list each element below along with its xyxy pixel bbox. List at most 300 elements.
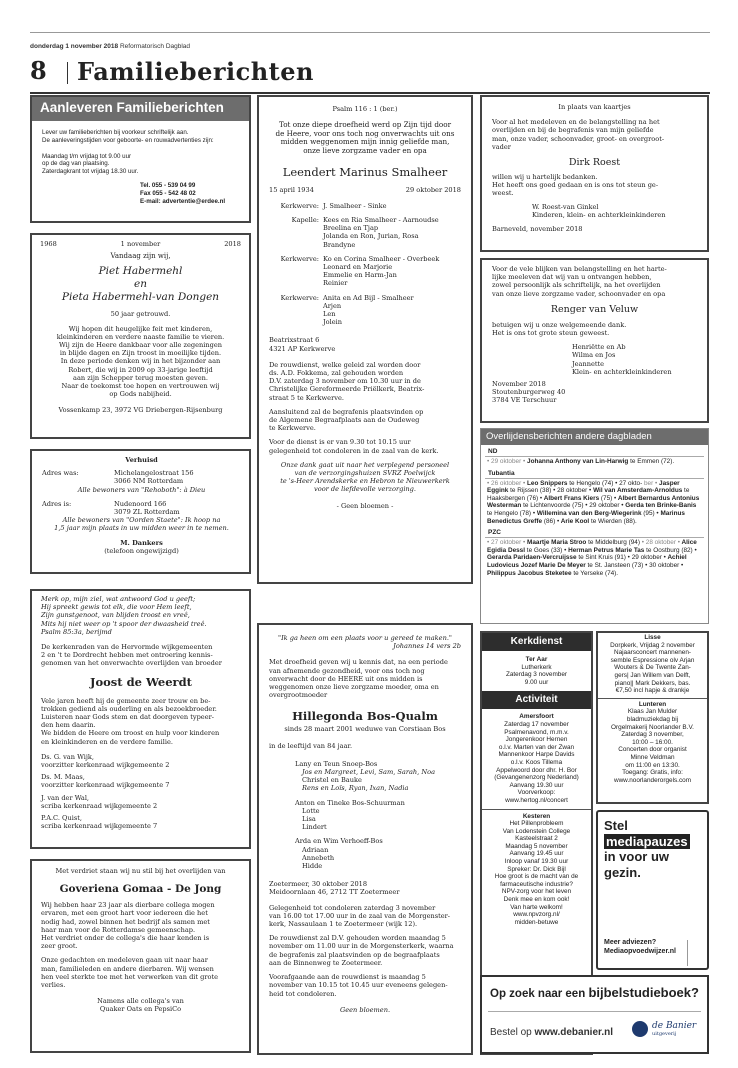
bosqualm-intro: Met droefheid geven wij u kennis dat, na een periode bbox=[269, 658, 448, 667]
activity-line: Concerten door organist bbox=[618, 746, 687, 754]
phone-icon bbox=[687, 940, 705, 966]
od-place: te Oostburg (82) • bbox=[644, 546, 697, 554]
media-line: Stel bbox=[604, 818, 628, 833]
activity-line: farmaceutische industrie? bbox=[500, 880, 573, 888]
smalheer-thanks: voor de liefdevolle verzorging. bbox=[314, 485, 416, 494]
bosqualm-address: Meidoornlaan 46, 2712 TT Zoetermeer bbox=[269, 888, 400, 897]
smalheer-intro: onze lieve zorgzame vader en opa bbox=[303, 145, 427, 155]
smalheer-visit: Voor de dienst is er van 9.30 tot 10.15 uur bbox=[269, 438, 411, 447]
gomaa-sign: Namens alle collega's van bbox=[97, 997, 184, 1006]
habermehl-name2: Pieta Habermehl-van Dongen bbox=[61, 291, 220, 304]
signer-name: Ds. M. Maas, bbox=[41, 773, 85, 782]
activity-line: o.l.v. Koos Tillema bbox=[510, 758, 563, 766]
aanleveren-line: De aanleveringstijden voor geboorte- en rouwadvertenties zijn: bbox=[42, 136, 214, 144]
veluw-body: van onze lieve zorgzame vader, schoonvader en opa bbox=[492, 289, 666, 298]
family-member: Lotte bbox=[302, 806, 320, 815]
veluw-name: Renger van Veluw bbox=[550, 303, 639, 315]
activity-line: Wouters & De Twente Zan- bbox=[614, 664, 691, 672]
smalheer-address: 4321 AP Kerkwerve bbox=[269, 344, 336, 353]
banier-headline-em: bijbelstudieboek? bbox=[588, 985, 699, 1000]
bosqualm-intro: van afnemende gezondheid, voor ons toch nog bbox=[269, 666, 425, 675]
media-advice: Meer adviezen? bbox=[604, 939, 657, 946]
deweerdt-body: en kleinkinderen en de verdere familie. bbox=[41, 737, 173, 746]
media-line: in voor uw bbox=[604, 849, 669, 864]
family-place: Kerkwerve: bbox=[280, 254, 319, 263]
od-date: ber • bbox=[644, 479, 658, 487]
roest-body: weest. bbox=[492, 189, 514, 198]
banier-ad[interactable] bbox=[480, 975, 709, 1054]
smalheer-born: 15 april 1934 bbox=[269, 185, 314, 194]
od-place: te St. Jansteen (73) • 30 oktober • bbox=[585, 561, 684, 569]
family-member: Emmelie en Harm-Jan bbox=[323, 271, 397, 280]
roest-sign: Kinderen, klein- en achterkleinkinderen bbox=[532, 210, 666, 219]
activity-line: €7,50 incl hapje & drankje bbox=[615, 687, 690, 695]
veluw-signer: Henriëtte en Ab bbox=[572, 343, 626, 352]
activity-link[interactable]: midden-betuwe bbox=[514, 918, 559, 926]
smalheer-name: Leendert Marinus Smalheer bbox=[282, 164, 448, 179]
deweerdt-body: We bidden de Heere om troost en hulp voor kinderen bbox=[41, 729, 220, 738]
activity-line: (Gevangenenzorg Nederland) bbox=[494, 774, 579, 782]
bosqualm-gather: heid tot condoleren. bbox=[269, 989, 337, 998]
activity-line: Minne Veldman bbox=[630, 753, 675, 761]
activity-line: Hoe groot is de macht van de bbox=[494, 873, 579, 881]
activity-link[interactable]: www.hertog.nl/concert bbox=[505, 796, 568, 804]
smalheer-visit: gelegenheid tot condoleren in de zaal van de kerk. bbox=[269, 446, 439, 455]
deweerdt-intro: 2 en 't te Dordrecht hebben met ontroering kennis- bbox=[41, 651, 213, 660]
signer-name: Ds. G. van Wijk, bbox=[41, 752, 94, 761]
od-place: te Goes (33) • bbox=[525, 546, 567, 554]
media-url[interactable]: Mediaopvoedwijzer.nl bbox=[604, 948, 676, 955]
habermehl-body: Robert, die wij in 2009 op 33-jarige leeftijd bbox=[68, 365, 213, 374]
od-group-nd: ND bbox=[485, 447, 704, 457]
bosqualm-service: aan de Binnenweg te Zoetermeer. bbox=[269, 958, 383, 967]
od-place: te Hengelo (74) • 27 okto- bbox=[567, 479, 643, 487]
was-note: Alle bewoners van "Rehoboth": à Dieu bbox=[77, 485, 206, 494]
signer-role: scriba kerkenraad wijkgemeente 2 bbox=[41, 801, 158, 810]
smalheer-intro: midden weggenomen mijn innig geliefde man, bbox=[280, 137, 450, 147]
smalheer-psalm: Psalm 116 : 1 (ber.) bbox=[332, 105, 398, 113]
od-place: te Lichtenvoorde (75) • 29 oktober • bbox=[523, 502, 624, 510]
activity-line: Zaterdag 3 november, bbox=[621, 731, 684, 739]
activity-place: Lunteren bbox=[638, 700, 667, 708]
family-member: Len bbox=[323, 310, 336, 319]
signer-name: J. van der Wal, bbox=[41, 793, 90, 802]
od-date: • 28 oktober • bbox=[641, 539, 680, 547]
habermehl-body: Wij zijn de Heere dankbaar voor alle zegeningen bbox=[58, 341, 223, 350]
veluw-footer: November 2018 bbox=[492, 380, 546, 389]
overlijdens-box bbox=[480, 428, 709, 624]
od-place: te Wierden (88). bbox=[589, 517, 637, 525]
kerkdienst-line: Lutherkerk bbox=[521, 663, 552, 671]
top-rule bbox=[30, 32, 710, 33]
activity-line: Inloop vanaf 19.30 uur bbox=[504, 858, 569, 866]
roest-name: Dirk Roest bbox=[568, 157, 621, 169]
bosqualm-name: Hillegonda Bos-Qualm bbox=[292, 709, 438, 724]
activity-line: Toegang: Gratis, info: bbox=[622, 769, 683, 777]
od-name: Herman Petrus bbox=[566, 546, 614, 554]
verhuisd-title: Verhuisd bbox=[125, 456, 158, 464]
family-member: Lisa bbox=[302, 815, 316, 824]
bosqualm-intro: overgrootmoeder bbox=[269, 691, 328, 700]
smalheer-funeral: De rouwdienst, welke geleid zal worden door bbox=[269, 360, 421, 369]
activity-line: semble Espressione olv Arjan bbox=[610, 656, 695, 664]
od-place: (86) • bbox=[543, 517, 560, 525]
gomaa-body: zeer groot. bbox=[41, 942, 78, 951]
activity-place: Kesteren bbox=[522, 812, 551, 820]
od-name: Gerarda Paridaen-Vercruijsse bbox=[487, 554, 577, 562]
roest-title: In plaats van kaartjes bbox=[558, 103, 631, 111]
od-name: Wil bbox=[591, 487, 603, 495]
signer-role: scriba kerkenraad wijkgemeente 7 bbox=[41, 822, 158, 831]
deweerdt-name: Joost de Weerdt bbox=[90, 674, 192, 689]
kerkdienst-line: Zaterdag 3 november bbox=[505, 671, 568, 679]
family-member: Jolein bbox=[323, 318, 342, 327]
deweerdt-ad bbox=[30, 589, 251, 849]
family-member: Christel en Bauke bbox=[302, 776, 362, 785]
agenda-right bbox=[596, 631, 709, 804]
signer-role: voorzitter kerkenraad wijkgemeente 2 bbox=[41, 761, 170, 770]
family-member: Reinier bbox=[323, 279, 348, 288]
gomaa-body: Onze gedachten en medeleven gaan uit naar haar bbox=[41, 956, 208, 965]
family-member: Adriaan bbox=[302, 845, 329, 854]
activity-line: 10:00 – 16:00. bbox=[632, 738, 673, 746]
section-title: Familieberichten bbox=[77, 57, 314, 86]
smalheer-ad bbox=[257, 95, 473, 584]
od-name: Frans Kiers bbox=[563, 494, 600, 502]
gomaa-name: Goveriena Gomaa - De Jong bbox=[59, 883, 222, 896]
smalheer-thanks: Onze dank gaat uit naar het verplegend personeel bbox=[280, 460, 450, 469]
activity-line: Denk mee en kom ook! bbox=[503, 896, 570, 904]
habermehl-intro: Vandaag zijn wij, bbox=[110, 252, 171, 261]
banier-headline-pre: Op zoek naar een bbox=[490, 988, 589, 1000]
od-name: Albert bbox=[542, 494, 563, 502]
od-name: Willemina van den Berg-Wiegerink bbox=[535, 509, 642, 517]
is-street: Nudenoord 166 bbox=[114, 499, 167, 508]
quote-line: Merk op, mijn ziel, wat antwoord God u geeft; bbox=[41, 595, 196, 603]
roest-body: vader bbox=[492, 142, 511, 151]
family-member: Lany en Teun Snoep-Bos bbox=[295, 759, 378, 768]
family-member: Hidde bbox=[302, 862, 323, 871]
smalheer-burial: Aansluitend zal de begrafenis plaatsvinden op bbox=[269, 407, 424, 416]
bosqualm-condoleance: van 16.00 tot 17.00 uur in de zaal van de Morgenster- bbox=[269, 911, 451, 920]
aanleveren-line: Lever uw familieberichten bij voorkeur schriftelijk aan. bbox=[42, 129, 189, 136]
family-member: Arjen bbox=[323, 301, 342, 310]
banier-logo-icon bbox=[632, 1021, 648, 1037]
family-member: Jolanda en Ron, Jurian, Rosa bbox=[323, 232, 419, 241]
veluw-footer: Stoutenburgerweg 40 bbox=[492, 388, 566, 397]
veluw-body: lijke meeleven dat wij van u ontvangen hebben, bbox=[492, 273, 652, 282]
page-header bbox=[30, 43, 190, 50]
od-name: Marie De Meyer bbox=[538, 561, 586, 569]
veluw-signer: Klein- en achterkleinkinderen bbox=[572, 367, 672, 376]
gomaa-body: Wij hebben haar 23 jaar als dierbare collega mogen bbox=[41, 901, 215, 910]
family-place: Kerkwerve: bbox=[280, 201, 319, 210]
quote-line: Hij spreekt gewis tot elk, die voor Hem leeft, bbox=[41, 603, 192, 612]
od-place: te Middelburg (94) bbox=[586, 539, 640, 547]
banier-url[interactable]: www.debanier.nl bbox=[534, 1027, 614, 1038]
activity-line: piano|| Mark Dekkers, bas. bbox=[614, 679, 691, 687]
bosqualm-flowers: Geen bloemen. bbox=[339, 1005, 391, 1014]
family-member: Breelina en Tjap bbox=[323, 224, 379, 233]
od-name: Philippus bbox=[487, 569, 516, 577]
verhuisd-signer: M. Dankers bbox=[120, 538, 163, 547]
family-member: Anita en Ad Bijl - Smalheer bbox=[323, 293, 414, 302]
family-member: Brandyne bbox=[323, 240, 356, 249]
habermehl-ad bbox=[30, 233, 251, 439]
gomaa-body: haar man voor de Rotterdamse gemeenschap. bbox=[41, 925, 196, 934]
habermehl-en: en bbox=[134, 278, 147, 291]
family-member: Leonard en Marjorie bbox=[323, 263, 393, 271]
habermehl-name1: Piet Habermehl bbox=[98, 265, 183, 278]
page-number: 8 bbox=[30, 56, 47, 85]
aanleveren-time: Maandag t/m vrijdag tot 9.00 uur bbox=[42, 152, 132, 160]
signer-role: voorzitter kerkenraad wijkgemeente 7 bbox=[41, 781, 170, 790]
media-line: gezin. bbox=[604, 864, 641, 880]
bosqualm-age: in de leeftijd van 84 jaar. bbox=[269, 741, 353, 750]
year-right: 2018 bbox=[224, 240, 241, 248]
gomaa-body: man, familieleden en andere dierbaren. Wij wensen bbox=[41, 964, 214, 973]
activity-line: Het Pillenprobleem bbox=[509, 820, 564, 828]
overlijdens-title: Overlijdensberichten andere dagbladen bbox=[481, 429, 708, 445]
media-highlight: mediapauzes bbox=[606, 833, 688, 849]
banier-brand: de Banier bbox=[652, 1021, 697, 1031]
was-label: Adres was: bbox=[42, 469, 79, 478]
smalheer-flowers: - Geen bloemen - bbox=[336, 501, 394, 510]
activity-line: bladmuziekdag bij bbox=[626, 715, 679, 723]
veluw-body: betuigen wij u onze welgemeende dank. bbox=[492, 320, 627, 329]
od-place: (75) • bbox=[599, 494, 617, 502]
gomaa-sign: Quaker Oats en PepsiCo bbox=[99, 1005, 182, 1014]
smalheer-funeral: straat 5 te Kerkwerve. bbox=[269, 393, 344, 402]
bosqualm-condoleance: Gelegenheid tot condoleren zaterdag 3 november bbox=[269, 903, 436, 912]
od-name: Jasper Eggink bbox=[487, 479, 680, 495]
habermehl-body: op Gods nabijheid. bbox=[109, 390, 172, 399]
family-member: Rens en Loïs, Ryan, Ixan, Nadia bbox=[302, 784, 409, 793]
bosqualm-intro: weggenomen onze lieve zorgzame moeder, oma en bbox=[269, 683, 439, 692]
family-member: Jos en Margreet, Levi, Sam, Sarah, Noa bbox=[302, 768, 436, 777]
deweerdt-body: den hem daarin. bbox=[41, 721, 96, 730]
activity-line: Psalmenavond, m.m.v. bbox=[504, 728, 569, 736]
aanleveren-tel: Tel. 055 - 539 04 99 bbox=[140, 181, 196, 189]
veluw-body: Voor de vele blijken van belangstelling en het harte- bbox=[492, 265, 667, 273]
veluw-signer: Jeannette bbox=[572, 359, 605, 368]
roest-ad bbox=[480, 95, 709, 252]
deweerdt-body: Luisteren naar Gods stem en dat doorgeven typeer- bbox=[41, 713, 214, 722]
bosqualm-gather: Voorafgaande aan de rouwdienst is maandag 5 bbox=[269, 973, 426, 982]
activiteit-title: Activiteit bbox=[482, 691, 591, 709]
quote-line: Zijn gunstgenoot, van blijden troost en vreê, bbox=[41, 611, 190, 620]
roest-place: Barneveld, november 2018 bbox=[492, 225, 583, 234]
activity-line: Najaarsconcert mannenen- bbox=[613, 649, 692, 657]
family-place: Kerkwerve: bbox=[280, 293, 319, 302]
veluw-body: Het is ons tot grote steun geweest. bbox=[492, 329, 610, 338]
aanleveren-time: op de dag van plaatsing. bbox=[42, 160, 110, 168]
roest-body: Voor al het medeleven en de belangstelling na het bbox=[492, 118, 660, 127]
od-place: (95) • bbox=[643, 509, 659, 517]
bosqualm-service: De rouwdienst zal D.V. gehouden worden maandag 5 bbox=[269, 934, 446, 943]
year-left: 1968 bbox=[40, 240, 57, 248]
od-place: te Sint Kruis (91) • 29 oktober • bbox=[578, 554, 666, 562]
page-divider bbox=[67, 62, 68, 84]
smalheer-burial: te Kerkwerve. bbox=[269, 424, 316, 433]
activity-link[interactable]: www.npvzorg.nl/ bbox=[513, 911, 560, 919]
is-label: Adres is: bbox=[42, 499, 72, 508]
activity-line: Van Lodenstein College bbox=[502, 827, 571, 835]
activity-line: Appelwoord door dhr. H. Bor bbox=[496, 766, 577, 774]
family-member: Ko en Corina Smalheer - Overbeek bbox=[323, 254, 440, 263]
smalheer-intro: de Heere, voor ons toch nog onverwachts uit ons bbox=[275, 128, 455, 138]
family-member: Lindert bbox=[302, 823, 327, 832]
activity-line: Orgelmakerij Noorlander B.V. bbox=[611, 723, 694, 731]
od-date: • 27 oktober • bbox=[487, 539, 526, 547]
bosqualm-quote: "Ik ga heen om een plaats voor u gereed te maken." bbox=[278, 634, 452, 642]
smalheer-funeral: D.V. zaterdag 3 november om 10.30 uur in de bbox=[269, 377, 421, 386]
deweerdt-intro: genomen van het onverwachte overlijden van broeder bbox=[41, 659, 222, 668]
habermehl-address: Vossenkamp 23, 3972 VG Driebergen-Rijsenburg bbox=[58, 406, 223, 415]
is-note: 1,5 jaar mijn plaats in uw midden weer in te nemen. bbox=[54, 524, 229, 533]
smalheer-intro: Tot onze diepe droefheid werd op Zijn tijd door bbox=[278, 120, 452, 130]
family-member: Annebeth bbox=[302, 853, 335, 862]
signer-name: P.A.C. Quist, bbox=[41, 814, 82, 823]
roest-body: Het heeft ons goed gedaan en is ons tot steun ge- bbox=[492, 181, 659, 190]
od-name: Achiel Ludovicus Jozef bbox=[487, 554, 687, 569]
habermehl-body: In deze periode denken wij in het bijzonder aan bbox=[60, 357, 221, 366]
activity-place: Lisse bbox=[644, 634, 661, 641]
od-place: te Yerseke (74). bbox=[571, 569, 619, 577]
roest-body: willen wij u hartelijk bedanken. bbox=[492, 173, 598, 182]
verhuisd-phone: (telefoon ongewijzigd) bbox=[104, 546, 179, 555]
od-date: • 29 oktober • bbox=[487, 458, 526, 465]
aanleveren-fax: Fax 055 - 542 48 02 bbox=[140, 189, 196, 197]
aanleveren-time: Zaterdagkrant tot vrijdag 18.30 uur. bbox=[42, 168, 139, 176]
od-name: Arie Kool bbox=[559, 517, 590, 525]
was-street: Michelangelostraat 156 bbox=[114, 469, 194, 478]
od-name: Marie Tas bbox=[615, 546, 645, 554]
was-city: 3066 NM Rotterdam bbox=[114, 477, 184, 486]
bosqualm-service: november om 11.00 uur in de Morgensterkerk, waarna bbox=[269, 942, 454, 951]
deweerdt-body: Vele jaren heeft hij de gemeente zeer trouw en be- bbox=[41, 696, 211, 705]
od-name: van Amsterdam-Arnoldus bbox=[604, 487, 683, 495]
od-name: Leo Snippers bbox=[525, 479, 568, 487]
activity-line: Mannenkoor Harpe Davids bbox=[498, 751, 575, 759]
header-paper: Reformatorisch Dagblad bbox=[119, 43, 191, 50]
verhuisd-ad bbox=[30, 449, 251, 574]
habermehl-body: Naar de toekomst toe hopen en vertrouwen wij bbox=[61, 382, 220, 391]
activity-line: Klaas Jan Mulder bbox=[627, 708, 678, 716]
habermehl-body: kleinkinderen en verdere naaste familie te vieren. bbox=[56, 332, 225, 341]
activity-line: Aanvang 19.30 uur bbox=[509, 781, 564, 789]
bosqualm-service: de begrafenis zal plaatsvinden op de begraafplaats bbox=[269, 950, 440, 959]
od-place: te Haaksbergen (76) • bbox=[487, 487, 690, 502]
roest-body: overlijden en bij de begrafenis van mijn geliefde bbox=[492, 126, 654, 135]
roest-sign: W. Roest-van Ginkel bbox=[532, 202, 599, 211]
kerkdienst-title: Kerkdienst bbox=[482, 633, 591, 651]
gomaa-body: hen veel sterkte toe met het verwerken van dit grote bbox=[41, 972, 219, 981]
od-place: te Hengelo (78) • bbox=[487, 509, 536, 517]
gomaa-body: ervaren, met een groot hart voor iedereen die het bbox=[41, 909, 208, 918]
gomaa-body: Het verdriet onder de collega's die haar kenden is bbox=[41, 934, 210, 943]
activity-line: Aanvang 19.45 uur bbox=[509, 850, 564, 858]
od-place: te Rijssen (38) • 28 oktober • bbox=[508, 487, 592, 495]
od-name: Johanna Anthony van Lin-Harwig bbox=[525, 458, 629, 465]
activity-line: Zaterdag 17 november bbox=[504, 720, 569, 728]
bosqualm-ad bbox=[257, 623, 473, 1055]
anniversary-date: 1 november bbox=[120, 240, 161, 248]
deweerdt-body: trokken gediend als ouderling en als bezoekbroeder. bbox=[41, 704, 217, 713]
aanleveren-email[interactable]: E-mail: advertentie@erdee.nl bbox=[140, 197, 226, 205]
activity-line: gers| Jan Willem van Delft, bbox=[614, 671, 691, 679]
family-place: Kapelle: bbox=[291, 215, 319, 224]
activity-line: Dorpkerk, Vrijdag 2 november bbox=[610, 641, 695, 649]
is-city: 3079 ZL Rotterdam bbox=[114, 508, 180, 517]
od-name: Albert Bernardus Antonius Westerman bbox=[487, 494, 700, 510]
mediapauzes-ad[interactable] bbox=[596, 810, 709, 970]
gomaa-ad bbox=[30, 859, 251, 1053]
od-group-pzc: PZC bbox=[485, 528, 704, 538]
smalheer-funeral: ds. A.D. Fokkema, zal gehouden worden bbox=[269, 369, 404, 378]
family-member: Kees en Ria Smalheer - Aarnoudse bbox=[323, 215, 439, 224]
habermehl-years: 50 jaar getrouwd. bbox=[110, 310, 171, 319]
bosqualm-since: sinds 28 maart 2001 weduwe van Corstiaan Bos bbox=[284, 725, 446, 734]
aanleveren-box bbox=[30, 95, 251, 223]
roest-body: man, onze vader, schoonvader, groot- en overgroot- bbox=[492, 134, 665, 143]
family-member: Arda en Wim Verhoeff-Bos bbox=[295, 837, 383, 846]
banier-visit-pre: Bestel op bbox=[490, 1027, 535, 1038]
activity-link[interactable]: www.noorlanderorgels.com bbox=[613, 776, 692, 784]
header-rule bbox=[30, 92, 710, 94]
gomaa-body: nodig had, zowel binnen het bedrijf als samen met bbox=[41, 917, 210, 926]
kerkdienst-line: 9.00 uur bbox=[524, 678, 549, 686]
activity-line: Voorverkoop: bbox=[517, 789, 556, 797]
bosqualm-quote-ref: Johannes 14 vers 2b bbox=[393, 642, 461, 651]
smalheer-died: 29 oktober 2018 bbox=[405, 185, 461, 194]
smalheer-burial: de Algemene Begraafplaats aan de Oudeweg bbox=[269, 416, 420, 425]
activity-line: Jongerenkoor Hernen bbox=[505, 736, 568, 744]
od-name: Jacobus Steketee bbox=[517, 569, 572, 577]
quote-line: Psalm 85:3a, berijmd bbox=[41, 627, 112, 636]
od-name: Gerda ten Brinke-Banis bbox=[623, 502, 697, 510]
quote-line: Mits hij niet weer op 't spoor der dwaasheid treê. bbox=[41, 619, 207, 628]
od-name: Marinus Benedictus Greffe bbox=[487, 509, 685, 525]
kerkdienst-place: Ter Aar bbox=[525, 656, 548, 663]
habermehl-body: aan zijn Schepper terug moesten geven. bbox=[73, 373, 208, 382]
veluw-signer: Wilma en Jos bbox=[572, 351, 616, 360]
activity-line: Van harte welkom! bbox=[510, 903, 563, 911]
od-name: Maartje Maria Stroo bbox=[525, 539, 587, 547]
aanleveren-title: Aanleveren Familieberichten bbox=[32, 97, 249, 121]
smalheer-thanks: van de verzorgingshuizen SVRZ Poelwijck bbox=[294, 469, 436, 478]
od-place: te Emmen (72). bbox=[628, 458, 675, 465]
activity-line: Maandag 5 november bbox=[505, 842, 568, 850]
activity-place: Amersfoort bbox=[519, 713, 554, 721]
smalheer-address: Beatrixstraat 6 bbox=[269, 336, 320, 345]
activity-line: NPV-zorg voor het leven bbox=[501, 888, 572, 896]
bosqualm-condoleance: kerk, Nassaulaan 1 te Zoetermeer (wijk 12). bbox=[269, 920, 418, 929]
banier-brand-sub: uitgeverij bbox=[652, 1031, 677, 1037]
bosqualm-intro: onverwacht door de HEERE uit ons midden is bbox=[269, 674, 423, 683]
is-note: Alle bewoners van "Oorden Staete": Ik hoop na bbox=[62, 516, 221, 525]
habermehl-body: Wij hopen dit heugelijke feit met kinderen, bbox=[68, 324, 213, 333]
family-member: J. Smalheer - Sinke bbox=[323, 201, 387, 210]
habermehl-body: in blijde dagen en Zijn troost in moeilijke tijden. bbox=[59, 349, 222, 358]
activity-line: Kasteelstraat 2 bbox=[515, 835, 558, 843]
header-date: donderdag 1 november 2018 bbox=[30, 43, 119, 50]
od-date: • 26 oktober • bbox=[487, 479, 526, 487]
veluw-ad bbox=[480, 258, 709, 423]
deweerdt-intro: De kerkenraden van de Hervormde wijkgemeenten bbox=[41, 643, 213, 652]
veluw-footer: 3784 VE Terschuur bbox=[492, 396, 557, 405]
activity-line: om 11:00 en 13:30. bbox=[625, 761, 680, 769]
